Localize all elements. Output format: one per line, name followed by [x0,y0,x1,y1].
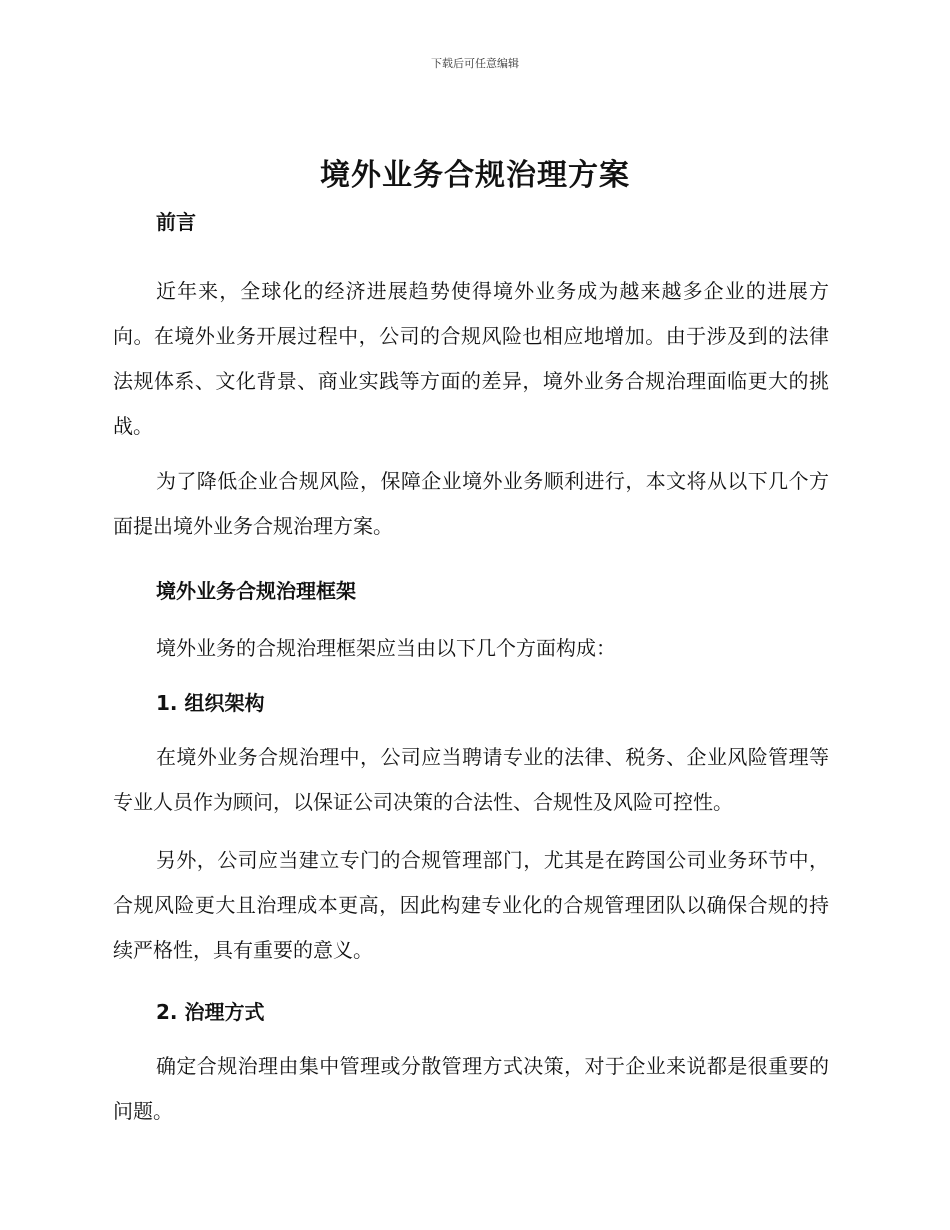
header-note: 下载后可任意编辑 [431,57,519,70]
framework-intro: 境外业务的合规治理框架应当由以下几个方面构成： [156,636,616,660]
preface-heading: 前言 [156,210,196,234]
org-structure-paragraph-2: 另外，公司应当建立专门的合规管理部门，尤其是在跨国公司业务环节中，合规风险更大且治理成本更高，因此构建专业化的合规管理团队以确保合规的持续严格性，具有重要的意义。 [113,848,829,962]
org-structure-heading: 1. 组织架构 [156,691,265,715]
preface-paragraph-1: 近年来，全球化的经济进展趋势使得境外业务成为越来越多企业的进展方向。在境外业务开展过程中，公司的合规风险也相应地增加。由于涉及到的法律法规体系、文化背景、商业实践等方面的差异，境外业务合规治理面临更大的挑战。 [113,279,829,438]
governance-method-heading: 2. 治理方式 [156,1000,265,1024]
governance-method-paragraph-1: 确定合规治理由集中管理或分散管理方式决策，对于企业来说都是很重要的问题。 [113,1054,829,1123]
org-structure-paragraph-1: 在境外业务合规治理中，公司应当聘请专业的法律、税务、企业风险管理等专业人员作为顾问，以保证公司决策的合法性、合规性及风险可控性。 [113,745,829,814]
document-title: 境外业务合规治理方案 [320,158,630,193]
document-body [113,205,829,1134]
framework-heading: 境外业务合规治理框架 [156,579,356,603]
preface-paragraph-2: 为了降低企业合规风险，保障企业境外业务顺利进行，本文将从以下几个方面提出境外业务合规治理方案。 [113,469,829,538]
